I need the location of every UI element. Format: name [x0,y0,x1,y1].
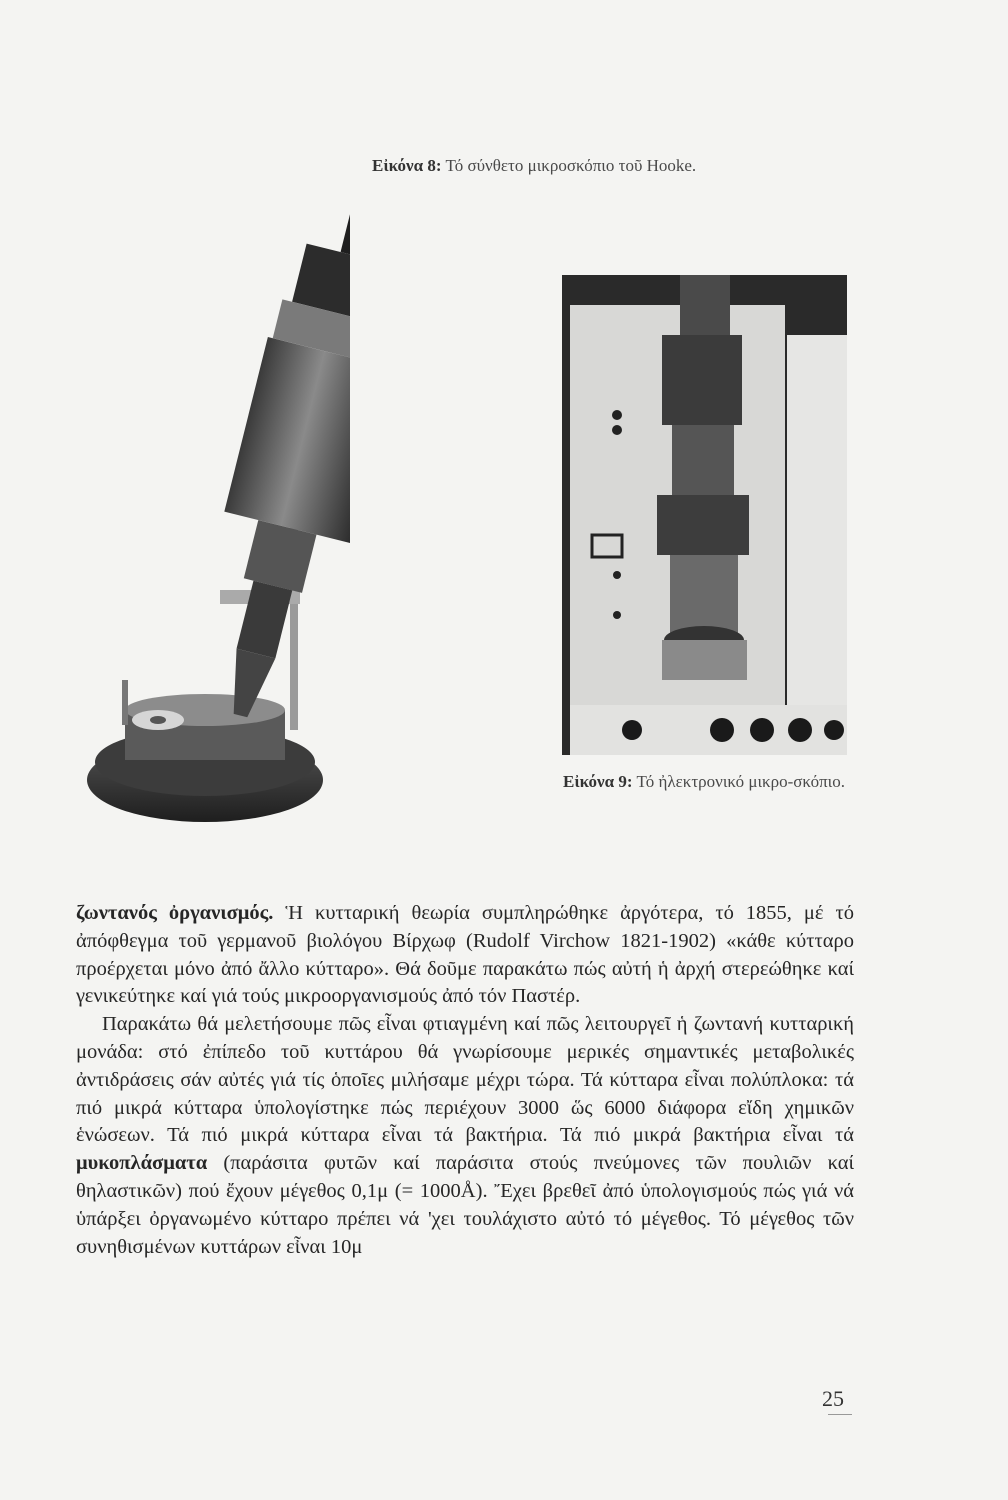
paragraph-1-text: Ἡ κυτταρική θεωρία συμπληρώθηκε ἀργότερα, τό 1855, μέ τό ἀπόφθεγμα τοῦ γερμανοῦ βιολόγου Βίρχωφ (Rudolf Virchow 1821-1902) «κάθε κύτταρο προέρχεται μόνο ἀπό ἄλλο κύτταρο». Θά δοῦμε παρακάτω πώς αὐτή ἡ ἀρχή στερεώθηκε καί γενικεύτηκε καί γιά τούς μικροοργανισμούς ἀπό τόν Παστέρ. [76,902,854,1008]
paragraph-1 [76,900,854,1011]
paragraph-1-lead: ζωντανός ὀργανισμός. [76,902,274,924]
hooke-microscope-photo [80,150,350,840]
page-number-underline [828,1414,852,1415]
page-number: 25 [822,1386,844,1411]
figure-9-text: Τό ἠλεκτρονικό μικρο-σκόπιο. [636,772,845,791]
electron-microscope-photo [562,275,847,755]
figure-8-caption [372,156,696,176]
figure-8-text: Τό σύνθετο μικροσκόπιο τοῦ Hooke. [445,156,697,175]
paragraph-2-bold-term: μυκοπλάσματα [76,1152,208,1175]
figure-9-label: Εἰκόνα 9: [563,772,633,791]
paragraph-2-text-after: (παράσιτα φυτῶν καί παράσιτα στούς πνεύμονες τῶν πουλιῶν καί θηλαστικῶν) πού ἔχουν μέγεθος 0,1μ (= 1000Å). Ἔχει βρεθεῖ ἀπό ὑπολογισμούς πώς γιά νά ὑπάρξει ὀργανωμένο κύτταρο πρέπει νά 'χει τουλάχιστο αὐτό τό μέγεθος. Τό μέγεθος τῶν συνηθισμένων κυττάρων εἶναι 10μ [76,1152,854,1258]
figure-9-caption [563,772,853,792]
figure-8-label: Εἰκόνα 8: [372,156,442,175]
paragraph-2-text-before: Παρακάτω θά μελετήσουμε πῶς εἶναι φτιαγμένη καί πῶς λειτουργεῖ ἡ ζωντανή κυτταρική μονάδα: στό ἐπίπεδο τοῦ κυττάρου θά γνωρίσουμε μερικές σημαντικές μεταβολικές ἀντιδράσεις σάν αὐτές γιά τίς ὁποῖες μιλήσαμε μέχρι τώρα. Τά κύτταρα εἶναι πολύπλοκα: τά πιό μικρά κύτταρα ὑπολογίστηκε πώς περιέχουν 3000 ὥς 6000 διάφορα εἴδη χημικῶν ἑνώσεων. Τά πιό μικρά κύτταρα εἶναι τά βακτήρια. Τά πιό μικρά βακτήρια εἶναι τά [76,1013,854,1147]
paragraph-2 [76,1011,854,1261]
body-text [76,900,854,1261]
